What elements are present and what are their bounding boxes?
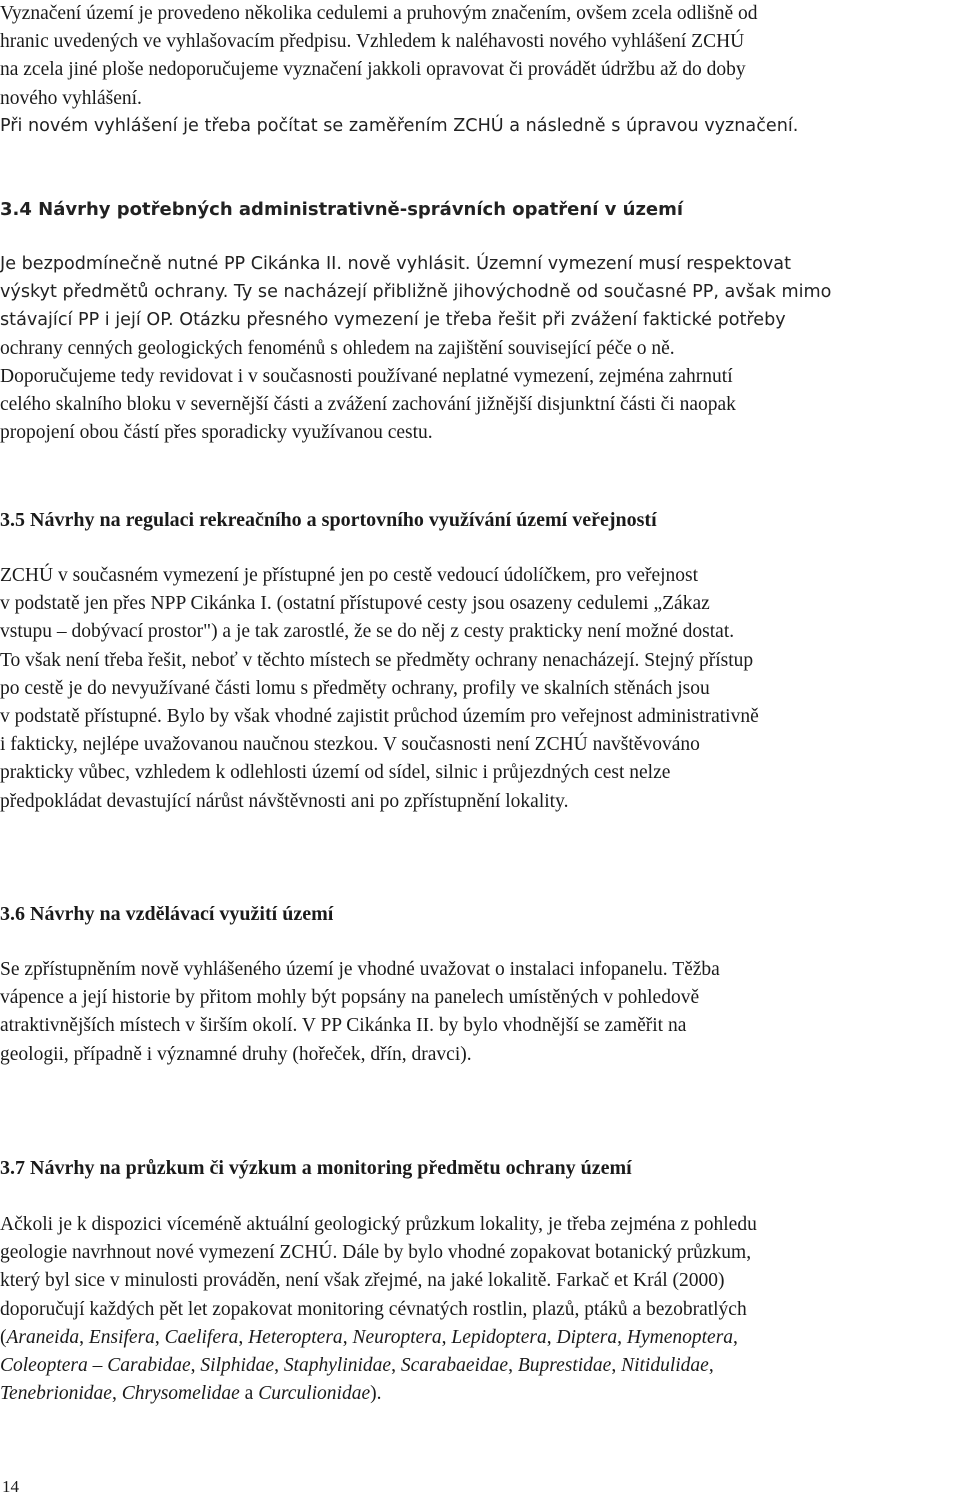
text-line: Při novém vyhlášení je třeba počítat se zaměřením ZCHÚ a následně s úpravou vyznačení. [0, 116, 799, 136]
page-number: 14 [2, 1477, 19, 1496]
text-line: předpokládat devastující nárůst návštěvnosti ani po zpřístupnění lokality. [0, 790, 569, 812]
text-line: To však není třeba řešit, neboť v těchto místech se předměty ochrany nenacházejí. Stejný přístup [0, 649, 754, 671]
text-line: po cestě je do nevyužívané části lomu s předměty ochrany, profily ve skalních stěnách jsou [0, 677, 710, 699]
text-line: celého skalního bloku v severnější části a zvážení zachování jižnější disjunktní části či naopak [0, 394, 736, 416]
text-line: geologie navrhnout nové vymezení ZCHÚ. Dále by bylo vhodné zopakovat botanický průzkum, [0, 1242, 752, 1264]
text-line: ZCHÚ v současném vymezení je přístupné jen po cestě vedoucí údolíčkem, pro veřejnost [0, 565, 699, 586]
text-line: v podstatě jen přes NPP Cikánka I. (ostatní přístupové cesty jsou osazeny cedulemi „Zákaz [0, 593, 710, 615]
taxa-line: Tenebrionidae, Chrysomelidae a Curculionidae). [0, 1383, 382, 1405]
text-line: stávající PP i její OP. Otázku přesného vymezení je třeba řešit při zvážení faktické potřeby [0, 310, 786, 331]
text-line: doporučují každých pět let zopakovat monitoring cévnatých rostlin, plazů, ptáků a bezobratlých [0, 1298, 747, 1320]
intro-last-line [0, 112, 956, 140]
section-heading-3-7: 3.7 Návrhy na průzkum či výzkum a monitoring předmětu ochrany území [0, 1157, 632, 1179]
section-3-7-paragraph [0, 1211, 956, 1408]
text-line: Se zpřístupněním nově vyhlášeného území je vhodné uvažovat o instalaci infopanelu. Těžba [0, 959, 720, 980]
text-line: nového vyhlášení. [0, 87, 142, 109]
section-heading-3-4: 3.4 Návrhy potřebných administrativně-správních opatření v území [0, 199, 684, 220]
text-line: Ačkoli je k dispozici víceméně aktuální geologický průzkum lokality, je třeba zejména z pohledu [0, 1214, 757, 1235]
text-line: propojení obou částí přes sporadicky využívanou cestu. [0, 422, 433, 444]
text-line: v podstatě přístupné. Bylo by však vhodné zajistit průchod územím pro veřejnost administrativně [0, 706, 759, 728]
text-line: vápence a její historie by přitom mohly být popsány na panelech umístěných v pohledově [0, 987, 700, 1009]
section-3-4-paragraph [0, 250, 956, 447]
text-line: na zcela jiné ploše nedoporučujeme vyznačení jakkoli opravovat či provádět údržbu až do doby [0, 59, 746, 81]
section-heading-3-6: 3.6 Návrhy na vzdělávací využití území [0, 903, 334, 925]
text-line: Vyznačení území je provedeno několika cedulemi a pruhovým značením, ovšem zcela odlišně od [0, 3, 758, 24]
text-line: vstupu – dobývací prostor") a je tak zarostlé, že se do něj z cesty prakticky není možné dostat. [0, 621, 735, 643]
text-line: ochrany cenných geologických fenoménů s ohledem na zajištění související péče o ně. [0, 337, 675, 359]
section-3-6-paragraph [0, 956, 956, 1069]
text-line: hranic uvedených ve vyhlašovacím předpisu. Vzhledem k naléhavosti nového vyhlášení ZCHÚ [0, 31, 745, 53]
intro-paragraph [0, 0, 956, 113]
text-line: geologii, případně i významné druhy (hořeček, dřín, dravci). [0, 1043, 472, 1065]
text-line: který byl sice v minulosti prováděn, není však zřejmé, na jaké lokalitě. Farkač et Král (2000) [0, 1270, 725, 1292]
text-line: i fakticky, nejlépe uvažovanou naučnou stezkou. V současnosti není ZCHÚ navštěvováno [0, 734, 700, 756]
text-line: Je bezpodmínečně nutné PP Cikánka II. nově vyhlásit. Územní vymezení musí respektovat [0, 254, 791, 274]
text-line: výskyt předmětů ochrany. Ty se nacházejí přibližně jihovýchodně od současné PP, avšak mimo [0, 282, 832, 303]
taxa-line: (Araneida, Ensifera, Caelifera, Heteroptera, Neuroptera, Lepidoptera, Diptera, Hymenoptera, [0, 1326, 738, 1348]
text-line: atraktivnějších místech v širším okolí. V PP Cikánka II. by bylo vhodnější se zaměřit na [0, 1015, 687, 1037]
text-line: Doporučujeme tedy revidovat i v současnosti používané neplatné vymezení, zejména zahrnutí [0, 365, 733, 387]
section-3-5-paragraph [0, 562, 956, 816]
taxa-line: Coleoptera – Carabidae, Silphidae, Staphylinidae, Scarabaeidae, Buprestidae, Nitidulidae, [0, 1355, 714, 1377]
section-heading-3-5: 3.5 Návrhy na regulaci rekreačního a sportovního využívání území veřejností [0, 509, 657, 531]
text-line: prakticky vůbec, vzhledem k odlehlosti území od sídel, silnic i průjezdných cest nelze [0, 762, 671, 784]
